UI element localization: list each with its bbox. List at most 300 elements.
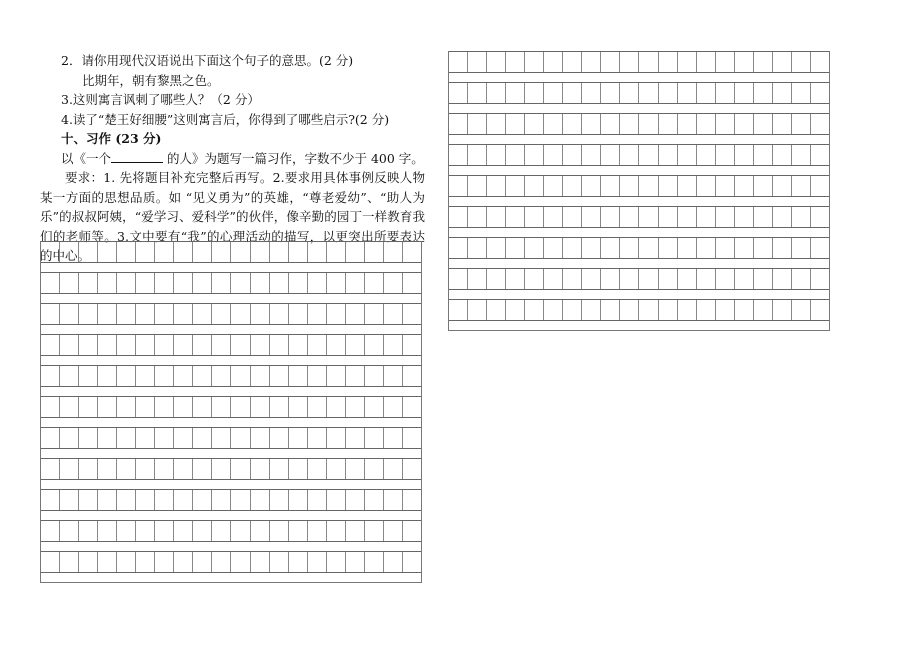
grid-cell[interactable] [136,521,155,541]
grid-cell[interactable] [468,83,487,103]
grid-cell[interactable] [384,552,403,572]
grid-cell[interactable] [79,521,98,541]
grid-cell[interactable] [754,269,773,289]
grid-cell[interactable] [174,490,193,510]
grid-cell[interactable] [659,114,678,134]
grid-cell[interactable] [174,397,193,417]
grid-cell[interactable] [773,238,792,258]
grid-cell[interactable] [251,242,270,262]
grid-cell[interactable] [251,428,270,448]
grid-cell[interactable] [155,521,174,541]
grid-cell[interactable] [60,366,79,386]
grid-cell[interactable] [384,273,403,293]
grid-cell[interactable] [620,207,639,227]
grid-cell[interactable] [811,238,829,258]
grid-cell[interactable] [346,459,365,479]
grid-cell[interactable] [231,490,250,510]
grid-cell[interactable] [212,428,231,448]
grid-cell[interactable] [155,273,174,293]
grid-cell[interactable] [659,52,678,72]
grid-cell[interactable] [620,52,639,72]
grid-cell[interactable] [365,242,384,262]
grid-cell[interactable] [289,459,308,479]
grid-cell[interactable] [231,397,250,417]
grid-cell[interactable] [327,366,346,386]
grid-cell[interactable] [601,52,620,72]
grid-cell[interactable] [403,273,421,293]
grid-cell[interactable] [754,207,773,227]
grid-cell[interactable] [212,242,231,262]
grid-cell[interactable] [659,300,678,320]
grid-cell[interactable] [346,335,365,355]
grid-cell[interactable] [620,176,639,196]
grid-cell[interactable] [212,273,231,293]
grid-cell[interactable] [582,145,601,165]
grid-cell[interactable] [544,52,563,72]
grid-cell[interactable] [735,300,754,320]
grid-cell[interactable] [60,428,79,448]
grid-cell[interactable] [289,242,308,262]
grid-cell[interactable] [365,459,384,479]
grid-cell[interactable] [117,335,136,355]
grid-cell[interactable] [155,428,174,448]
grid-cell[interactable] [773,176,792,196]
grid-cell[interactable] [251,490,270,510]
grid-cell[interactable] [639,145,658,165]
grid-cell[interactable] [136,242,155,262]
grid-cell[interactable] [231,273,250,293]
grid-cell[interactable] [384,397,403,417]
grid-cell[interactable] [544,145,563,165]
grid-cell[interactable] [525,176,544,196]
grid-cell[interactable] [98,242,117,262]
grid-cell[interactable] [289,521,308,541]
grid-cell[interactable] [716,83,735,103]
grid-cell[interactable] [735,207,754,227]
grid-cell[interactable] [506,176,525,196]
grid-cell[interactable] [308,273,327,293]
grid-cell[interactable] [117,521,136,541]
grid-cell[interactable] [773,52,792,72]
grid-cell[interactable] [212,304,231,324]
grid-cell[interactable] [487,300,506,320]
grid-cell[interactable] [525,269,544,289]
grid-cell[interactable] [384,335,403,355]
grid-cell[interactable] [754,238,773,258]
grid-cell[interactable] [346,304,365,324]
grid-cell[interactable] [174,552,193,572]
grid-cell[interactable] [403,490,421,510]
grid-cell[interactable] [792,83,811,103]
grid-cell[interactable] [155,490,174,510]
grid-cell[interactable] [735,114,754,134]
grid-cell[interactable] [659,83,678,103]
grid-cell[interactable] [289,490,308,510]
grid-cell[interactable] [41,397,60,417]
grid-cell[interactable] [270,459,289,479]
grid-cell[interactable] [155,459,174,479]
grid-cell[interactable] [270,397,289,417]
grid-cell[interactable] [60,490,79,510]
grid-cell[interactable] [174,273,193,293]
grid-cell[interactable] [308,490,327,510]
grid-cell[interactable] [365,335,384,355]
grid-cell[interactable] [601,238,620,258]
grid-cell[interactable] [136,273,155,293]
grid-cell[interactable] [468,145,487,165]
grid-cell[interactable] [716,269,735,289]
grid-cell[interactable] [384,366,403,386]
grid-cell[interactable] [620,300,639,320]
grid-cell[interactable] [811,114,829,134]
title-blank[interactable] [111,150,163,163]
grid-cell[interactable] [79,490,98,510]
grid-cell[interactable] [811,145,829,165]
grid-cell[interactable] [384,490,403,510]
grid-cell[interactable] [308,397,327,417]
grid-cell[interactable] [193,490,212,510]
grid-cell[interactable] [601,114,620,134]
grid-cell[interactable] [327,552,346,572]
writing-grid-left[interactable] [40,241,422,583]
grid-cell[interactable] [174,242,193,262]
grid-cell[interactable] [251,397,270,417]
grid-cell[interactable] [601,83,620,103]
grid-cell[interactable] [403,304,421,324]
grid-cell[interactable] [98,335,117,355]
grid-cell[interactable] [384,304,403,324]
grid-cell[interactable] [563,83,582,103]
grid-cell[interactable] [346,490,365,510]
grid-cell[interactable] [639,176,658,196]
grid-cell[interactable] [601,300,620,320]
grid-cell[interactable] [678,269,697,289]
grid-cell[interactable] [678,300,697,320]
grid-cell[interactable] [98,490,117,510]
grid-cell[interactable] [620,238,639,258]
grid-cell[interactable] [403,428,421,448]
grid-cell[interactable] [582,269,601,289]
grid-cell[interactable] [639,207,658,227]
grid-cell[interactable] [155,304,174,324]
grid-cell[interactable] [41,335,60,355]
grid-cell[interactable] [270,428,289,448]
grid-cell[interactable] [525,114,544,134]
grid-cell[interactable] [193,366,212,386]
grid-cell[interactable] [212,335,231,355]
grid-cell[interactable] [620,114,639,134]
grid-cell[interactable] [659,238,678,258]
grid-cell[interactable] [79,242,98,262]
grid-cell[interactable] [792,300,811,320]
grid-cell[interactable] [792,145,811,165]
grid-cell[interactable] [525,207,544,227]
grid-cell[interactable] [659,269,678,289]
grid-cell[interactable] [403,242,421,262]
grid-cell[interactable] [231,552,250,572]
grid-cell[interactable] [449,238,468,258]
grid-cell[interactable] [735,238,754,258]
grid-cell[interactable] [449,207,468,227]
grid-cell[interactable] [98,428,117,448]
grid-cell[interactable] [327,304,346,324]
grid-cell[interactable] [365,490,384,510]
grid-cell[interactable] [193,335,212,355]
grid-cell[interactable] [582,52,601,72]
grid-cell[interactable] [697,114,716,134]
grid-cell[interactable] [525,83,544,103]
grid-cell[interactable] [620,269,639,289]
grid-cell[interactable] [506,269,525,289]
grid-cell[interactable] [193,273,212,293]
grid-cell[interactable] [365,273,384,293]
grid-cell[interactable] [792,114,811,134]
grid-cell[interactable] [41,459,60,479]
grid-cell[interactable] [563,176,582,196]
grid-cell[interactable] [697,238,716,258]
grid-cell[interactable] [773,269,792,289]
grid-cell[interactable] [365,304,384,324]
grid-cell[interactable] [308,521,327,541]
grid-cell[interactable] [697,83,716,103]
grid-cell[interactable] [270,335,289,355]
grid-cell[interactable] [601,145,620,165]
grid-cell[interactable] [136,304,155,324]
grid-cell[interactable] [716,52,735,72]
grid-cell[interactable] [289,273,308,293]
grid-cell[interactable] [251,459,270,479]
grid-cell[interactable] [384,459,403,479]
grid-cell[interactable] [525,300,544,320]
grid-cell[interactable] [79,273,98,293]
grid-cell[interactable] [716,145,735,165]
grid-cell[interactable] [79,397,98,417]
grid-cell[interactable] [639,114,658,134]
grid-cell[interactable] [60,273,79,293]
grid-cell[interactable] [155,335,174,355]
grid-cell[interactable] [251,335,270,355]
grid-cell[interactable] [365,552,384,572]
grid-cell[interactable] [79,552,98,572]
grid-cell[interactable] [468,300,487,320]
grid-cell[interactable] [117,366,136,386]
grid-cell[interactable] [754,52,773,72]
grid-cell[interactable] [174,335,193,355]
grid-cell[interactable] [155,366,174,386]
grid-cell[interactable] [754,300,773,320]
grid-cell[interactable] [270,490,289,510]
grid-cell[interactable] [506,52,525,72]
grid-cell[interactable] [155,242,174,262]
grid-cell[interactable] [212,490,231,510]
grid-cell[interactable] [41,366,60,386]
grid-cell[interactable] [308,304,327,324]
grid-cell[interactable] [41,273,60,293]
grid-cell[interactable] [582,114,601,134]
grid-cell[interactable] [403,397,421,417]
grid-cell[interactable] [212,552,231,572]
grid-cell[interactable] [251,521,270,541]
grid-cell[interactable] [136,366,155,386]
grid-cell[interactable] [41,428,60,448]
grid-cell[interactable] [754,83,773,103]
grid-cell[interactable] [41,521,60,541]
grid-cell[interactable] [754,145,773,165]
grid-cell[interactable] [639,300,658,320]
grid-cell[interactable] [544,83,563,103]
grid-cell[interactable] [174,521,193,541]
grid-cell[interactable] [563,238,582,258]
grid-cell[interactable] [792,207,811,227]
grid-cell[interactable] [270,366,289,386]
grid-cell[interactable] [60,552,79,572]
grid-cell[interactable] [487,269,506,289]
grid-cell[interactable] [117,304,136,324]
grid-cell[interactable] [41,242,60,262]
grid-cell[interactable] [678,114,697,134]
grid-cell[interactable] [79,459,98,479]
grid-cell[interactable] [506,238,525,258]
grid-cell[interactable] [136,335,155,355]
grid-cell[interactable] [403,366,421,386]
grid-cell[interactable] [327,490,346,510]
grid-cell[interactable] [449,269,468,289]
grid-cell[interactable] [697,269,716,289]
grid-cell[interactable] [487,114,506,134]
grid-cell[interactable] [487,52,506,72]
grid-cell[interactable] [117,459,136,479]
grid-cell[interactable] [403,552,421,572]
grid-cell[interactable] [639,269,658,289]
grid-cell[interactable] [231,428,250,448]
grid-cell[interactable] [193,521,212,541]
grid-cell[interactable] [117,397,136,417]
grid-cell[interactable] [697,145,716,165]
grid-cell[interactable] [289,397,308,417]
grid-cell[interactable] [792,52,811,72]
grid-cell[interactable] [60,242,79,262]
grid-cell[interactable] [639,52,658,72]
grid-cell[interactable] [231,521,250,541]
grid-cell[interactable] [365,397,384,417]
grid-cell[interactable] [582,238,601,258]
grid-cell[interactable] [174,459,193,479]
grid-cell[interactable] [678,145,697,165]
grid-cell[interactable] [754,176,773,196]
grid-cell[interactable] [60,304,79,324]
grid-cell[interactable] [716,238,735,258]
grid-cell[interactable] [365,366,384,386]
grid-cell[interactable] [308,242,327,262]
grid-cell[interactable] [174,428,193,448]
grid-cell[interactable] [678,238,697,258]
grid-cell[interactable] [620,83,639,103]
grid-cell[interactable] [811,52,829,72]
grid-cell[interactable] [327,521,346,541]
grid-cell[interactable] [582,207,601,227]
grid-cell[interactable] [506,145,525,165]
grid-cell[interactable] [136,490,155,510]
grid-cell[interactable] [346,552,365,572]
grid-cell[interactable] [98,304,117,324]
grid-cell[interactable] [544,269,563,289]
grid-cell[interactable] [468,269,487,289]
grid-cell[interactable] [117,273,136,293]
grid-cell[interactable] [212,397,231,417]
grid-cell[interactable] [735,176,754,196]
grid-cell[interactable] [212,521,231,541]
grid-cell[interactable] [327,242,346,262]
grid-cell[interactable] [403,459,421,479]
grid-cell[interactable] [327,273,346,293]
grid-cell[interactable] [60,397,79,417]
grid-cell[interactable] [468,114,487,134]
grid-cell[interactable] [582,300,601,320]
grid-cell[interactable] [811,176,829,196]
grid-cell[interactable] [697,176,716,196]
grid-cell[interactable] [98,397,117,417]
grid-cell[interactable] [346,397,365,417]
grid-cell[interactable] [231,242,250,262]
grid-cell[interactable] [136,552,155,572]
grid-cell[interactable] [79,428,98,448]
grid-cell[interactable] [384,242,403,262]
grid-cell[interactable] [212,459,231,479]
grid-cell[interactable] [506,207,525,227]
grid-cell[interactable] [193,397,212,417]
grid-cell[interactable] [251,273,270,293]
grid-cell[interactable] [563,300,582,320]
grid-cell[interactable] [735,145,754,165]
grid-cell[interactable] [308,459,327,479]
grid-cell[interactable] [525,52,544,72]
grid-cell[interactable] [270,552,289,572]
grid-cell[interactable] [346,273,365,293]
grid-cell[interactable] [735,83,754,103]
grid-cell[interactable] [289,304,308,324]
grid-cell[interactable] [98,552,117,572]
grid-cell[interactable] [136,459,155,479]
grid-cell[interactable] [60,459,79,479]
grid-cell[interactable] [136,397,155,417]
grid-cell[interactable] [270,273,289,293]
grid-cell[interactable] [659,207,678,227]
grid-cell[interactable] [384,521,403,541]
grid-cell[interactable] [231,304,250,324]
grid-cell[interactable] [811,207,829,227]
grid-cell[interactable] [41,304,60,324]
grid-cell[interactable] [60,521,79,541]
grid-cell[interactable] [449,145,468,165]
grid-cell[interactable] [601,269,620,289]
grid-cell[interactable] [735,269,754,289]
grid-cell[interactable] [308,428,327,448]
grid-cell[interactable] [716,207,735,227]
grid-cell[interactable] [193,242,212,262]
grid-cell[interactable] [270,242,289,262]
grid-cell[interactable] [449,114,468,134]
grid-cell[interactable] [79,304,98,324]
grid-cell[interactable] [468,207,487,227]
grid-cell[interactable] [365,428,384,448]
grid-cell[interactable] [79,335,98,355]
grid-cell[interactable] [582,176,601,196]
grid-cell[interactable] [639,83,658,103]
grid-cell[interactable] [327,335,346,355]
grid-cell[interactable] [289,428,308,448]
grid-cell[interactable] [193,552,212,572]
grid-cell[interactable] [811,83,829,103]
